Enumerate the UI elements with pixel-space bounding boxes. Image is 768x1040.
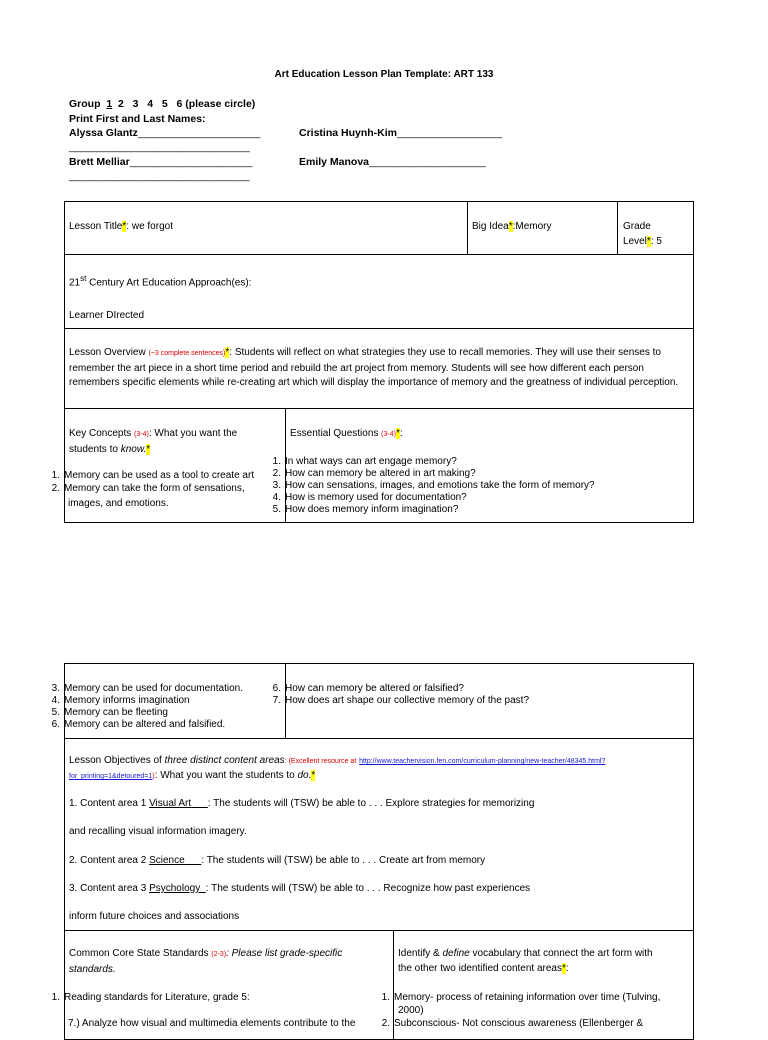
list-item: 3. How can sensations, images, and emotions take the form of memory?	[272, 480, 595, 491]
approach-row	[64, 254, 694, 329]
group-option: 2	[118, 98, 124, 110]
list-item: 5. How does memory inform imagination?	[272, 504, 459, 515]
resource-link[interactable]: for_printing=1&detoured=1	[69, 773, 153, 780]
divider	[617, 201, 618, 255]
group-option: 5	[161, 98, 168, 110]
student-name: Emily Manova____________________	[299, 156, 486, 168]
list-item: images, and emotions.	[68, 498, 169, 509]
list-item: 1. Reading standards for Literature, grade 5:	[51, 992, 250, 1003]
group-option: 6	[176, 98, 183, 110]
lesson-overview: Lesson Overview (~3 complete sentences)*: Students will reflect on what strategies they use to recall memories. They will use their senses to remember the art piece in a short time period and rebuild the art project from memory. Students will see how different each person remembers specific elements while re-creating art which will display the importance of memory and the greatness of individual perception.	[69, 347, 679, 388]
list-item: 1. Memory- process of retaining information over time (Tulving,	[381, 992, 661, 1003]
name-line: ________________________________	[69, 141, 250, 153]
objectives-heading: Lesson Objectives of three distinct content areas: (Excellent resource at http://www.teachervision.fen.com/curriculum-planning/new-teacher/48345.html?	[69, 755, 606, 766]
approach-value: Learner DIrected	[69, 310, 145, 321]
group-note: (please circle)	[185, 98, 256, 110]
overview-text: Students will reflect on what strategies they use to recall memories. They will use their senses to remember the art piece in a short time period and rebuild the art project from memory. Students will see how different each person remembers specific elements while re-creating art which will display the importance of memory and the greatness of individual perception.	[69, 347, 679, 388]
divider	[467, 201, 468, 255]
list-item: 2. How can memory be altered in art making?	[272, 468, 476, 479]
group-selected: 1	[106, 98, 113, 110]
big-idea-value: Memory	[515, 221, 552, 232]
lesson-title-field: Lesson Title*: we forgot	[69, 221, 173, 232]
grade-value: 5	[656, 235, 662, 247]
big-idea-field: Big Idea*:Memory	[472, 221, 552, 232]
list-item: 4. How is memory used for documentation?	[272, 492, 467, 503]
list-item: 7.) Analyze how visual and multimedia elements contribute to the	[68, 1018, 356, 1029]
list-item: 7. How does art shape our collective memory of the past?	[272, 695, 530, 706]
list-item: 5. Memory can be fleeting	[51, 707, 168, 718]
list-item: 3. Memory can be used for documentation.	[51, 683, 243, 694]
objective-area-1-cont: and recalling visual information imagery.	[69, 826, 247, 837]
list-item: 2. Subconscious- Not conscious awareness (Ellenberger &	[381, 1018, 644, 1029]
student-name: Cristina Huynh-Kim__________________	[299, 127, 503, 139]
objective-area-2: 2. Content area 2 Science : The students will (TSW) be able to . . . Create art from memory	[69, 855, 486, 866]
grade-level-field: Grade Level*: 5	[623, 221, 662, 247]
list-item: 1. In what ways can art engage memory?	[272, 456, 457, 467]
student-name: Alyssa Glantz_____________________	[69, 127, 261, 139]
resource-link[interactable]: http://www.teachervision.fen.com/curriculum-planning/new-teacher/48345.html?	[359, 758, 606, 765]
student-name: Brett Melliar_____________________	[69, 156, 253, 168]
group-label: Group	[69, 98, 101, 110]
group-option: 4	[147, 98, 154, 110]
group-line	[69, 98, 255, 110]
essential-questions-heading: Essential Questions (3-4)*:	[290, 428, 403, 439]
group-option: 3	[132, 98, 139, 110]
objective-area-1: 1. Content area 1 Visual Art : The students will (TSW) be able to . . . Explore strategies for memorizing	[69, 798, 535, 809]
names-label: Print First and Last Names:	[69, 113, 206, 125]
vocab-heading: Identify & define vocabulary that connect the art form with the other two identified content areas*:	[398, 948, 653, 974]
document-title: Art Education Lesson Plan Template: ART 133	[274, 69, 494, 80]
list-item-cont: 2000)	[398, 1005, 424, 1016]
name-line: ________________________________	[69, 170, 250, 182]
list-item: 1. Memory can be used as a tool to create art	[51, 470, 255, 481]
list-item: 4. Memory informs imagination	[51, 695, 190, 706]
list-item: 6. Memory can be altered and falsified.	[51, 719, 226, 730]
objective-area-3-cont: inform future choices and associations	[69, 911, 240, 922]
lesson-title-value: we forgot	[131, 221, 173, 232]
key-concepts-heading: Key Concepts (3-4): What you want the students to know.*	[69, 428, 238, 455]
list-item: 6. How can memory be altered or falsified?	[272, 683, 464, 694]
objectives-heading-cont: for_printing=1&detoured=1): What you want the students to do.*	[69, 770, 316, 781]
objective-area-3: 3. Content area 3 Psychology : The students will (TSW) be able to . . . Recognize how past experiences	[69, 883, 531, 894]
list-item: 2. Memory can take the form of sensations,	[51, 483, 245, 494]
approach-label: 21st Century Art Education Approach(es):	[69, 274, 252, 289]
standards-heading: Common Core State Standards (2-3): Please list grade-specific standards.	[69, 948, 343, 975]
